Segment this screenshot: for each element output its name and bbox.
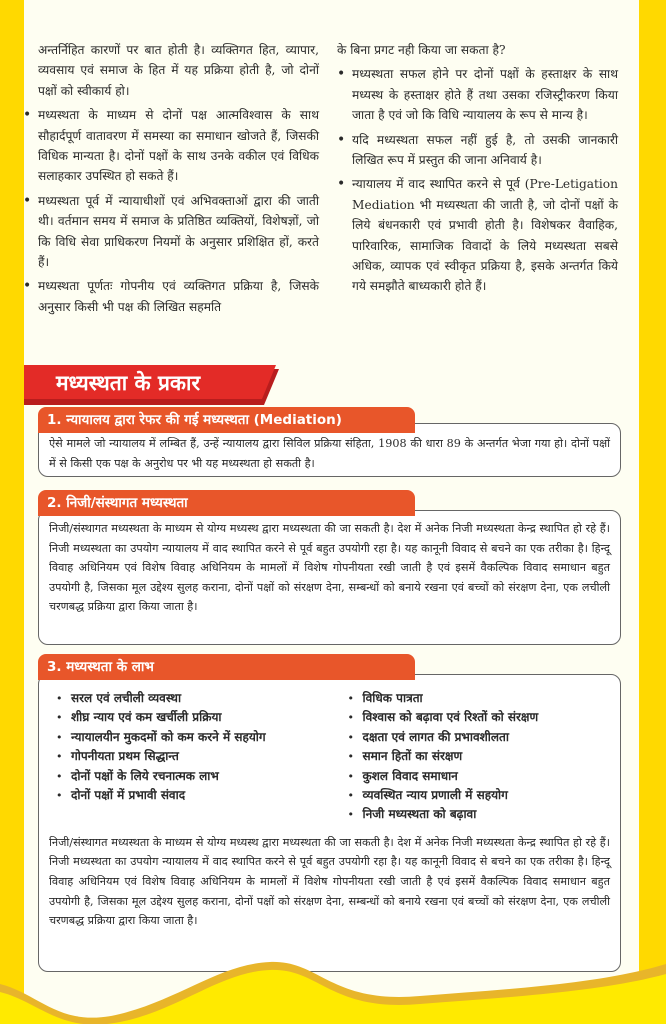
benefits-lists (49, 681, 610, 825)
section-private-mediation (38, 490, 621, 645)
list-item: • दक्षता एवं लागत की प्रभावशीलता (341, 728, 611, 747)
section-heading: 3. मध्यस्थता के लाभ (38, 654, 415, 680)
section-banner (24, 365, 279, 403)
left-yellow-stripe (0, 0, 24, 1024)
benefits-left-list (49, 689, 319, 825)
list-item: • मध्यस्थता पूर्णतः गोपनीय एवं व्यक्तिगत प्रक्रिया है, जिसके अनुसार किसी भी पक्ष की लिखित सहमति (23, 276, 319, 317)
list-item: • न्यायालय में वाद स्थापित करने से पूर्व (Pre-Letigation Mediation भी मध्यस्थता की जाती है, जो दोनों पक्षों के लिये बंधनकारी एवं प्रभावी होती है। विशेषकर वैवाहिक, पारिवारिक, सामाजिक विवादों के लिये मध्यस्थता सबसे अधिक, व्यापक एवं स्वीकृत प्रक्रिया है, इसके अन्तर्गत किये गये समझौते बाध्यकारी होते हैं। (337, 174, 618, 296)
section-box (38, 510, 621, 645)
left-intro: अन्तर्निहित कारणों पर बात होती है। व्यक्तिगत हित, व्यापार, व्यवसाय एवं समाज के हित में यह प्रक्रिया होती है, जो दोनों पक्षों को स्वीकार्य हो। (38, 43, 319, 98)
benefits-right-list (341, 689, 611, 825)
section-body: निजी/संस्थागत मध्यस्थता के माध्यम से योग्य मध्यस्थ द्वारा मध्यस्थता की जा सकती है। देश में अनेक निजी मध्यस्थता केन्द्र स्थापित हो रहे हैं। निजी मध्यस्थता का उपयोग न्यायालय में वाद स्थापित करने से पूर्व बहुत उपयोगी रहा है। यह कानूनी विवाद से बचने का एक तरीका है। हिन्दू विवाह अधिनियम एवं विशेष विवाह अधिनियम के मामलों में विशेष गोपनीयता रखी जाती है एवं इसमें वैकल्पिक विवाद समाधान बहुत उपयोगी है, जिसका मूल उद्देश्य सुलह कराना, दोनों पक्षों को संरक्षण देना, सम्बन्धों को बनाये रखना एवं बच्चों को संरक्षण देना, एक लचीली चरणबद्ध प्रक्रिया द्वारा किया जाता है। (49, 835, 610, 928)
banner-title: मध्यस्थता के प्रकार (56, 371, 201, 395)
right-continuation: के बिना प्रगट नही किया जा सकता है? (337, 43, 506, 57)
section-benefits (38, 654, 621, 972)
list-item: • मध्यस्थता पूर्व में न्यायाधीशों एवं अभिवक्ताओं द्वारा की जाती थी। वर्तमान समय में समाज के प्रतिष्ठित व्यक्तियों, विशेषज्ञों, जो कि विधि सेवा प्राधिकरण नियमों के अनुसार प्रशिक्षित हों, करते हैं। (23, 191, 319, 273)
list-item: • दोनों पक्षों में प्रभावी संवाद (49, 786, 319, 805)
section-body: ऐसे मामले जो न्यायालय में लम्बित हैं, उन्हें न्यायालय द्वारा सिविल प्रक्रिया संहिता, 1908 की धारा 89 के अन्तर्गत भेजा गया हो। दोनों पक्षों में से किसी एक पक्ष के अनुरोध पर भी यह मध्यस्थता हो सकती है। (49, 437, 610, 470)
list-item: • समान हितों का संरक्षण (341, 747, 611, 766)
list-item: • न्यायालयीन मुकदमों को कम करने में सहयोग (49, 728, 319, 747)
right-bullet-list (337, 64, 618, 296)
right-yellow-stripe (639, 0, 666, 1024)
list-item: • मध्यस्थता के माध्यम से दोनों पक्ष आत्मविश्वास के साथ सौहार्दपूर्ण वातावरण में समस्या का समाधान खोजते हैं, जिसकी विधिक मान्यता है। दोनों पक्षों के साथ उनके वकील एवं विधिक सलाहकार उपस्थित हो सकते हैं। (23, 105, 319, 187)
section-body: निजी/संस्थागत मध्यस्थता के माध्यम से योग्य मध्यस्थ द्वारा मध्यस्थता की जा सकती है। देश में अनेक निजी मध्यस्थता केन्द्र स्थापित हो रहे हैं। निजी मध्यस्थता का उपयोग न्यायालय में वाद स्थापित करने से पूर्व बहुत उपयोगी रहा है। यह कानूनी विवाद से बचने का एक तरीका है। हिन्दू विवाह अधिनियम एवं विशेष विवाह अधिनियम के मामलों में विशेष गोपनीयता रखी जाती है एवं इसमें वैकल्पिक विवाद समाधान बहुत उपयोगी है, जिसका मूल उद्देश्य सुलह कराना, दोनों पक्षों को संरक्षण देना, सम्बन्धों को बनाये रखना एवं बच्चों को संरक्षण देना, एक लचीली चरणबद्ध प्रक्रिया द्वारा किया जाता है। (49, 522, 610, 614)
list-item: • कुशल विवाद समाधान (341, 767, 611, 786)
list-item: • निजी मध्यस्थता को बढ़ावा (341, 805, 611, 824)
left-bullet-list (38, 105, 319, 317)
section-court-mediation (38, 407, 621, 477)
list-item: • शीघ्र न्याय एवं कम खर्चीली प्रक्रिया (49, 708, 319, 727)
list-item: • विधिक पात्रता (341, 689, 611, 708)
list-item: • दोनों पक्षों के लिये रचनात्मक लाभ (49, 767, 319, 786)
right-column (337, 40, 618, 317)
bottom-wave-decoration (0, 934, 666, 1024)
list-item: • गोपनीयता प्रथम सिद्धान्त (49, 747, 319, 766)
list-item: • यदि मध्यस्थता सफल नहीं हुई है, तो उसकी जानकारी लिखित रूप में प्रस्तुत की जाना अनिवार्य है। (337, 130, 618, 171)
list-item: • व्यवस्थित न्याय प्रणाली में सहयोग (341, 786, 611, 805)
left-column (38, 40, 319, 317)
section-box (38, 674, 621, 972)
section-heading: 1. न्यायालय द्वारा रेफर की गई मध्यस्थता (Mediation) (38, 407, 415, 433)
list-item: • मध्यस्थता सफल होने पर दोनों पक्षों के हस्ताक्षर के साथ मध्यस्थ के हस्ताक्षर होते हैं तथा उसका रजिस्ट्रीकरण किया जाता है एवं जो कि विधि न्यायालय के रूप से मान्य है। (337, 64, 618, 125)
list-item: • विश्वास को बढ़ावा एवं रिश्तों को संरक्षण (341, 708, 611, 727)
two-column-text (38, 40, 618, 317)
list-item: • सरल एवं लचीली व्यवस्था (49, 689, 319, 708)
section-heading: 2. निजी/संस्थागत मध्यस्थता (38, 490, 415, 516)
